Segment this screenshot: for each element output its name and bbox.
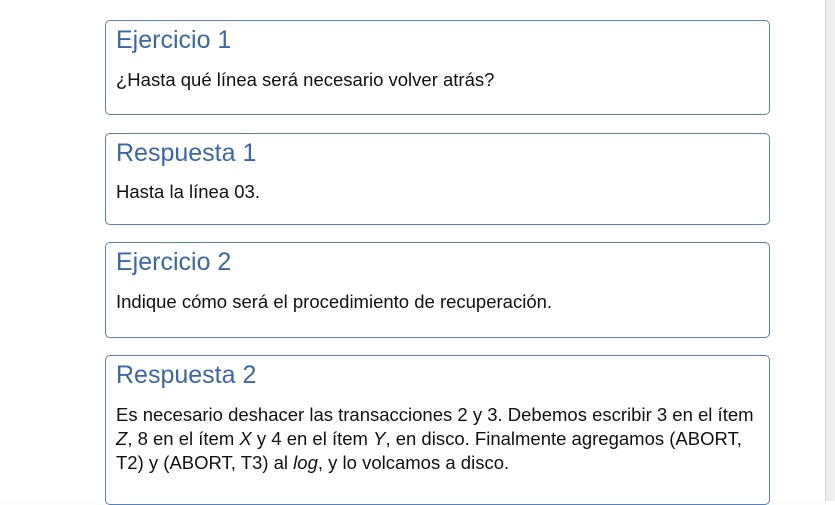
block-respuesta-1 — [105, 133, 770, 225]
item-x: X — [239, 428, 252, 449]
block-title: Ejercicio 2 — [116, 248, 232, 276]
body-text: , 8 en el ítem — [127, 428, 240, 449]
log-term: log — [293, 452, 318, 473]
body-text: Es necesario deshacer las transacciones 2 y 3. Debemos escribir 3 en el ítem — [116, 404, 754, 425]
item-y: Y — [373, 428, 386, 449]
block-body: ¿Hasta qué línea será necesario volver atrás? — [116, 69, 495, 90]
block-body: Hasta la línea 03. — [116, 181, 260, 202]
block-body: Indique cómo será el procedimiento de recuperación. — [116, 291, 553, 312]
block-title: Respuesta 2 — [116, 361, 257, 389]
block-ejercicio-2 — [105, 242, 770, 338]
body-text: , y lo volcamos a disco. — [317, 452, 510, 473]
block-title: Respuesta 1 — [116, 139, 257, 167]
block-title: Ejercicio 1 — [116, 26, 232, 54]
block-ejercicio-1 — [105, 20, 770, 115]
block-respuesta-2 — [105, 355, 770, 505]
item-z: Z — [116, 428, 128, 449]
block-body — [116, 403, 759, 475]
body-text: y 4 en el ítem — [251, 428, 374, 449]
body-text: , en disco. Finalmente agregamos (ABORT, T2) y (ABORT, T3) al — [116, 428, 742, 473]
page-edge-shadow — [826, 0, 835, 501]
